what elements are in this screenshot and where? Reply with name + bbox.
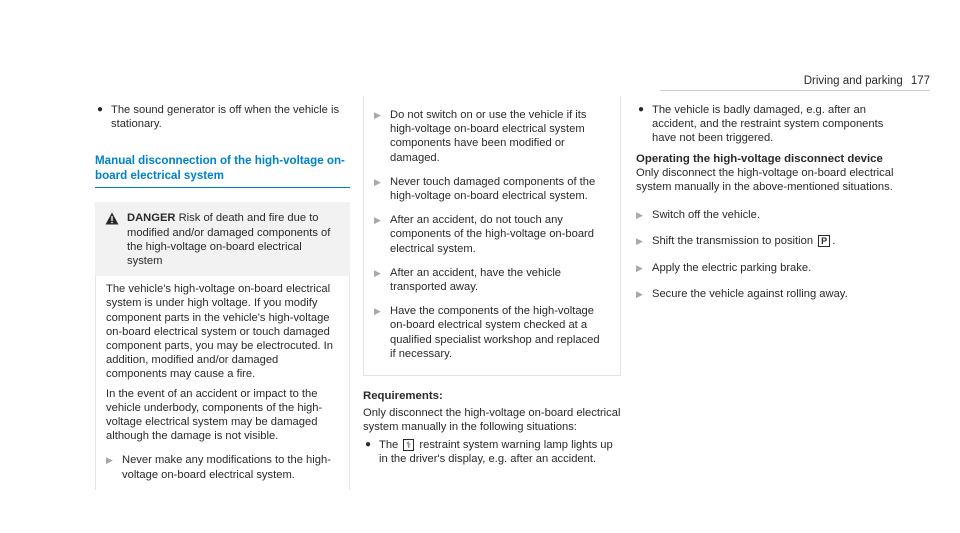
- section-title: Manual disconnection of the high-voltage on-board electrical system: [95, 154, 345, 182]
- step-text: Secure the vehicle against rolling away.: [652, 287, 848, 300]
- warning-triangle-icon: [105, 212, 127, 268]
- danger-paragraph: The vehicle's high-voltage on-board electrical system is under high voltage. If you modify component parts in the vehicle's high-voltage on-board electrical system or touch damaged component parts, you may be electrocuted. In addition, modified and/or damaged components may cause a fire.: [106, 283, 333, 381]
- step-text: Apply the electric parking brake.: [652, 261, 812, 274]
- bullet-text: The: [379, 438, 399, 451]
- step-arrow-icon: ▶: [374, 110, 381, 120]
- step-arrow-icon: ▶: [374, 306, 381, 317]
- bullet-text: The vehicle is badly damaged, e.g. after an accident, and the restraint system components have not been triggered.: [652, 104, 884, 145]
- step-text: Have the components of the high-voltage on-board electrical system checked at a qualified specialist workshop and replaced if necessary.: [390, 305, 600, 360]
- danger-box-continued: [363, 96, 621, 376]
- section-title-rule: [95, 187, 350, 188]
- column-middle: [363, 96, 621, 466]
- step-text: Never make any modifications to the high-voltage on-board electrical system.: [122, 454, 331, 481]
- danger-body: [95, 276, 350, 490]
- step-item: ▶ Shift the transmission to position P .: [636, 235, 836, 248]
- danger-heading: [95, 202, 350, 276]
- bullet-dot: ●: [638, 104, 645, 115]
- step-text: Never touch damaged components of the high-voltage on-board electrical system.: [390, 175, 596, 203]
- bullet-text: restraint system warning lamp lights up in the driver's display, e.g. after an accident.: [379, 438, 613, 465]
- subsection-title: Operating the high-voltage disconnect device: [636, 152, 883, 165]
- header-rule: [660, 90, 930, 91]
- step-item: [106, 453, 339, 481]
- step-item: [636, 208, 898, 222]
- step-text: After an accident, have the vehicle transported away.: [390, 266, 562, 294]
- bullet-text: The sound generator is off when the vehicle is stationary.: [111, 104, 340, 131]
- column-right: [636, 103, 898, 301]
- step-arrow-icon: ▶: [106, 455, 113, 466]
- danger-paragraph: In the event of an accident or impact to the vehicle underbody, components of the high-voltage electrical system may be damaged although the damage is not visible.: [106, 387, 323, 443]
- danger-box: [95, 202, 350, 489]
- page-number: 177: [910, 75, 930, 87]
- bullet-dot: ●: [365, 438, 372, 450]
- step-item: [374, 213, 608, 256]
- step-arrow-icon: ▶: [636, 262, 643, 273]
- requirements-text: Only disconnect the high-voltage on-board electrical system manually in the following situations:: [363, 407, 621, 434]
- step-item: [636, 287, 898, 301]
- step-arrow-icon: ▶: [636, 288, 643, 299]
- airbag-warning-symbol: ⚕: [403, 439, 414, 451]
- requirements-title: Requirements:: [363, 390, 443, 403]
- step-item: [374, 304, 608, 361]
- body-text: Only disconnect the high-voltage on-board electrical system manually in the above-mentioned situations.: [636, 166, 894, 194]
- list-item: [95, 103, 350, 131]
- step-arrow-icon: ▶: [636, 210, 643, 221]
- step-arrow-icon: ▶: [374, 176, 381, 187]
- danger-heading-text: Risk of death and fire due to modified and/or damaged components of the high-voltage on-board electrical system: [127, 212, 331, 268]
- list-item: [636, 103, 898, 146]
- step-item: [374, 266, 608, 294]
- step-item: [636, 261, 898, 275]
- danger-label: DANGER: [127, 212, 176, 225]
- list-item: [363, 438, 621, 466]
- step-arrow-icon: ▶: [374, 215, 381, 226]
- bullet-dot: ●: [97, 104, 104, 115]
- step-text: Shift the transmission to position: [652, 235, 814, 248]
- column-left: [95, 103, 350, 490]
- step-arrow-icon: ▶: [374, 267, 381, 278]
- step-item: [374, 108, 608, 165]
- section-name: Driving and parking: [803, 75, 903, 87]
- gear-position-symbol: P: [818, 235, 830, 247]
- step-item: [374, 175, 608, 203]
- page-header: [760, 74, 930, 88]
- step-text: Switch off the vehicle.: [652, 209, 760, 222]
- step-arrow-icon: ▶: [636, 236, 643, 247]
- step-text: After an accident, do not touch any components of the high-voltage on-board electrical system.: [390, 214, 594, 255]
- step-text: Do not switch on or use the vehicle if its high-voltage on-board electrical system components have been modified or damaged.: [390, 109, 587, 164]
